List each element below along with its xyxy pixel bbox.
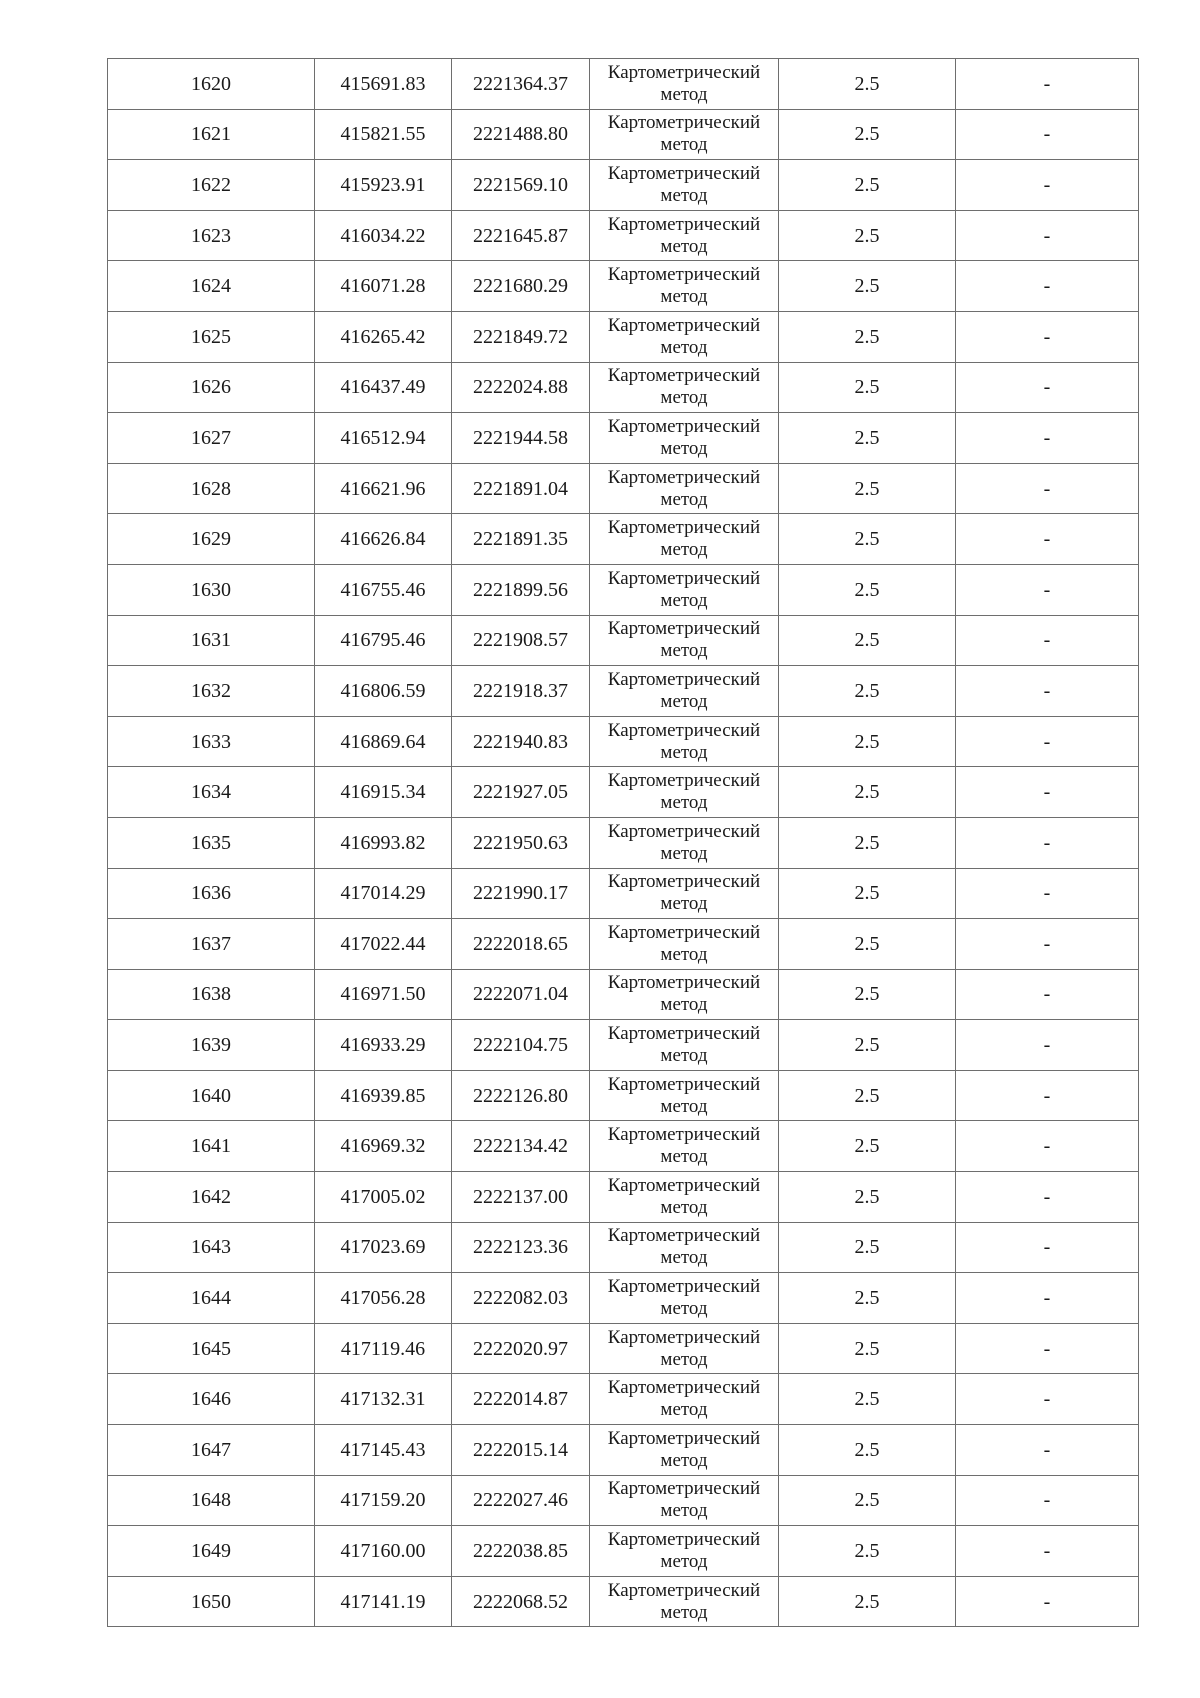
accuracy-cell: 2.5 [779,1425,956,1476]
y-coordinate-cell: 2222123.36 [452,1222,590,1273]
accuracy-cell: 2.5 [779,969,956,1020]
point-number-cell: 1624 [108,261,315,312]
y-coordinate-cell: 2221990.17 [452,868,590,919]
x-coordinate-cell: 416626.84 [315,514,452,565]
point-number-cell: 1621 [108,109,315,160]
point-number-cell: 1633 [108,716,315,767]
method-cell [590,1172,779,1223]
note-cell: - [956,615,1139,666]
table-row [108,919,1139,970]
note-cell: - [956,868,1139,919]
point-number-cell: 1622 [108,160,315,211]
point-number-cell: 1638 [108,969,315,1020]
method-label-line2: метод [660,690,708,712]
method-label-line2: метод [660,842,708,864]
method-label-line1: Картометрический [607,1225,761,1247]
y-coordinate-cell: 2221569.10 [452,160,590,211]
point-number-cell: 1625 [108,311,315,362]
accuracy-cell: 2.5 [779,1222,956,1273]
x-coordinate-cell: 416933.29 [315,1020,452,1071]
x-coordinate-cell: 417132.31 [315,1374,452,1425]
x-coordinate-cell: 416795.46 [315,615,452,666]
x-coordinate-cell: 416969.32 [315,1121,452,1172]
table-row [108,1374,1139,1425]
accuracy-cell: 2.5 [779,1020,956,1071]
accuracy-cell: 2.5 [779,160,956,211]
note-cell: - [956,109,1139,160]
method-label-line1: Картометрический [607,820,761,842]
table-row [108,109,1139,160]
x-coordinate-cell: 416265.42 [315,311,452,362]
x-coordinate-cell: 416971.50 [315,969,452,1020]
x-coordinate-cell: 416755.46 [315,564,452,615]
note-cell: - [956,919,1139,970]
x-coordinate-cell: 416869.64 [315,716,452,767]
method-label-line2: метод [660,1399,708,1421]
table-row [108,59,1139,110]
method-label-line1: Картометрический [607,314,761,336]
method-label-line1: Картометрический [607,719,761,741]
accuracy-cell: 2.5 [779,413,956,464]
y-coordinate-cell: 2221918.37 [452,666,590,717]
x-coordinate-cell: 417022.44 [315,919,452,970]
note-cell: - [956,969,1139,1020]
accuracy-cell: 2.5 [779,615,956,666]
x-coordinate-cell: 416071.28 [315,261,452,312]
method-label-line1: Картометрический [607,871,761,893]
point-number-cell: 1643 [108,1222,315,1273]
method-label-line1: Картометрический [607,61,761,83]
y-coordinate-cell: 2221891.04 [452,463,590,514]
method-label-line1: Картометрический [607,770,761,792]
method-label-line2: метод [660,1146,708,1168]
y-coordinate-cell: 2222082.03 [452,1273,590,1324]
x-coordinate-cell: 417005.02 [315,1172,452,1223]
point-number-cell: 1648 [108,1475,315,1526]
accuracy-cell: 2.5 [779,1273,956,1324]
method-cell [590,362,779,413]
table-row [108,767,1139,818]
note-cell: - [956,210,1139,261]
x-coordinate-cell: 417141.19 [315,1576,452,1627]
method-label-line1: Картометрический [607,668,761,690]
accuracy-cell: 2.5 [779,311,956,362]
y-coordinate-cell: 2221488.80 [452,109,590,160]
method-label-line1: Картометрический [607,1326,761,1348]
y-coordinate-cell: 2222020.97 [452,1323,590,1374]
y-coordinate-cell: 2222126.80 [452,1070,590,1121]
table-row [108,1526,1139,1577]
table-row [108,969,1139,1020]
method-label-line1: Картометрический [607,1529,761,1551]
point-number-cell: 1637 [108,919,315,970]
y-coordinate-cell: 2222071.04 [452,969,590,1020]
method-cell [590,1222,779,1273]
note-cell: - [956,817,1139,868]
method-label-line1: Картометрический [607,1427,761,1449]
accuracy-cell: 2.5 [779,261,956,312]
point-number-cell: 1649 [108,1526,315,1577]
point-number-cell: 1626 [108,362,315,413]
point-number-cell: 1634 [108,767,315,818]
table-row [108,261,1139,312]
coordinates-table-body [108,59,1139,1627]
note-cell: - [956,160,1139,211]
note-cell: - [956,1526,1139,1577]
note-cell: - [956,413,1139,464]
table-row [108,463,1139,514]
method-cell [590,109,779,160]
note-cell: - [956,1172,1139,1223]
accuracy-cell: 2.5 [779,817,956,868]
table-row [108,716,1139,767]
point-number-cell: 1623 [108,210,315,261]
note-cell: - [956,1070,1139,1121]
accuracy-cell: 2.5 [779,1374,956,1425]
method-cell [590,969,779,1020]
method-label-line2: метод [660,1247,708,1269]
method-label-line2: метод [660,994,708,1016]
x-coordinate-cell: 415691.83 [315,59,452,110]
x-coordinate-cell: 416915.34 [315,767,452,818]
method-cell [590,1576,779,1627]
y-coordinate-cell: 2221908.57 [452,615,590,666]
note-cell: - [956,1020,1139,1071]
table-row [108,1020,1139,1071]
note-cell: - [956,564,1139,615]
point-number-cell: 1629 [108,514,315,565]
y-coordinate-cell: 2222068.52 [452,1576,590,1627]
method-label-line1: Картометрический [607,1073,761,1095]
method-cell [590,463,779,514]
method-label-line1: Картометрический [607,264,761,286]
accuracy-cell: 2.5 [779,59,956,110]
method-cell [590,1323,779,1374]
accuracy-cell: 2.5 [779,210,956,261]
note-cell: - [956,463,1139,514]
note-cell: - [956,311,1139,362]
note-cell: - [956,514,1139,565]
x-coordinate-cell: 416512.94 [315,413,452,464]
method-label-line1: Картометрический [607,1377,761,1399]
note-cell: - [956,1576,1139,1627]
method-label-line2: метод [660,1348,708,1370]
y-coordinate-cell: 2222018.65 [452,919,590,970]
y-coordinate-cell: 2222027.46 [452,1475,590,1526]
method-cell [590,210,779,261]
coordinates-table [107,58,1139,1627]
method-label-line2: метод [660,943,708,965]
method-label-line1: Картометрический [607,517,761,539]
accuracy-cell: 2.5 [779,1172,956,1223]
y-coordinate-cell: 2221849.72 [452,311,590,362]
point-number-cell: 1642 [108,1172,315,1223]
point-number-cell: 1632 [108,666,315,717]
note-cell: - [956,1323,1139,1374]
method-cell [590,1121,779,1172]
point-number-cell: 1620 [108,59,315,110]
method-label-line2: метод [660,387,708,409]
note-cell: - [956,59,1139,110]
y-coordinate-cell: 2221950.63 [452,817,590,868]
x-coordinate-cell: 416437.49 [315,362,452,413]
method-label-line1: Картометрический [607,213,761,235]
accuracy-cell: 2.5 [779,1323,956,1374]
table-row [108,413,1139,464]
method-cell [590,261,779,312]
y-coordinate-cell: 2221680.29 [452,261,590,312]
y-coordinate-cell: 2221645.87 [452,210,590,261]
x-coordinate-cell: 417159.20 [315,1475,452,1526]
method-label-line2: метод [660,640,708,662]
y-coordinate-cell: 2222024.88 [452,362,590,413]
accuracy-cell: 2.5 [779,463,956,514]
method-label-line1: Картометрический [607,618,761,640]
method-label-line1: Картометрический [607,466,761,488]
table-row [108,1323,1139,1374]
point-number-cell: 1631 [108,615,315,666]
method-label-line1: Картометрический [607,415,761,437]
x-coordinate-cell: 416939.85 [315,1070,452,1121]
method-label-line2: метод [660,741,708,763]
method-cell [590,413,779,464]
method-cell [590,817,779,868]
method-label-line2: метод [660,1500,708,1522]
note-cell: - [956,666,1139,717]
note-cell: - [956,1121,1139,1172]
y-coordinate-cell: 2222134.42 [452,1121,590,1172]
accuracy-cell: 2.5 [779,514,956,565]
y-coordinate-cell: 2221927.05 [452,767,590,818]
method-cell [590,1273,779,1324]
point-number-cell: 1639 [108,1020,315,1071]
table-row [108,311,1139,362]
table-row [108,514,1139,565]
table-row [108,1070,1139,1121]
table-row [108,817,1139,868]
method-cell [590,919,779,970]
accuracy-cell: 2.5 [779,1526,956,1577]
table-row [108,1273,1139,1324]
method-label-line2: метод [660,1551,708,1573]
accuracy-cell: 2.5 [779,716,956,767]
method-cell [590,1526,779,1577]
y-coordinate-cell: 2222104.75 [452,1020,590,1071]
note-cell: - [956,362,1139,413]
accuracy-cell: 2.5 [779,767,956,818]
table-row [108,210,1139,261]
y-coordinate-cell: 2221944.58 [452,413,590,464]
method-label-line2: метод [660,539,708,561]
method-label-line2: метод [660,1298,708,1320]
point-number-cell: 1635 [108,817,315,868]
note-cell: - [956,767,1139,818]
point-number-cell: 1646 [108,1374,315,1425]
x-coordinate-cell: 416034.22 [315,210,452,261]
method-cell [590,514,779,565]
method-label-line2: метод [660,134,708,156]
x-coordinate-cell: 415923.91 [315,160,452,211]
method-label-line1: Картометрический [607,1276,761,1298]
accuracy-cell: 2.5 [779,109,956,160]
method-label-line1: Картометрический [607,1124,761,1146]
table-row [108,362,1139,413]
x-coordinate-cell: 416806.59 [315,666,452,717]
accuracy-cell: 2.5 [779,1475,956,1526]
x-coordinate-cell: 417023.69 [315,1222,452,1273]
method-label-line1: Картометрический [607,567,761,589]
method-cell [590,868,779,919]
x-coordinate-cell: 416621.96 [315,463,452,514]
method-label-line2: метод [660,184,708,206]
method-cell [590,564,779,615]
y-coordinate-cell: 2222014.87 [452,1374,590,1425]
method-label-line2: метод [660,235,708,257]
y-coordinate-cell: 2221940.83 [452,716,590,767]
table-row [108,615,1139,666]
method-cell [590,59,779,110]
table-row [108,868,1139,919]
method-label-line2: метод [660,589,708,611]
method-label-line2: метод [660,336,708,358]
method-label-line1: Картометрический [607,921,761,943]
point-number-cell: 1647 [108,1425,315,1476]
accuracy-cell: 2.5 [779,666,956,717]
method-label-line1: Картометрический [607,972,761,994]
method-cell [590,615,779,666]
method-cell [590,160,779,211]
point-number-cell: 1636 [108,868,315,919]
x-coordinate-cell: 417160.00 [315,1526,452,1577]
method-cell [590,716,779,767]
method-label-line2: метод [660,1045,708,1067]
method-cell [590,311,779,362]
x-coordinate-cell: 417056.28 [315,1273,452,1324]
note-cell: - [956,1273,1139,1324]
accuracy-cell: 2.5 [779,919,956,970]
note-cell: - [956,1425,1139,1476]
accuracy-cell: 2.5 [779,362,956,413]
y-coordinate-cell: 2222038.85 [452,1526,590,1577]
method-label-line2: метод [660,792,708,814]
x-coordinate-cell: 417014.29 [315,868,452,919]
method-label-line2: метод [660,286,708,308]
method-label-line2: метод [660,893,708,915]
point-number-cell: 1644 [108,1273,315,1324]
method-label-line1: Картометрический [607,1174,761,1196]
accuracy-cell: 2.5 [779,1121,956,1172]
note-cell: - [956,1475,1139,1526]
method-cell [590,1070,779,1121]
method-label-line1: Картометрический [607,1478,761,1500]
point-number-cell: 1627 [108,413,315,464]
note-cell: - [956,1374,1139,1425]
y-coordinate-cell: 2222015.14 [452,1425,590,1476]
method-label-line2: метод [660,1601,708,1623]
point-number-cell: 1645 [108,1323,315,1374]
note-cell: - [956,261,1139,312]
method-label-line2: метод [660,1449,708,1471]
table-row [108,666,1139,717]
note-cell: - [956,716,1139,767]
method-cell [590,1475,779,1526]
y-coordinate-cell: 2221364.37 [452,59,590,110]
accuracy-cell: 2.5 [779,1070,956,1121]
x-coordinate-cell: 415821.55 [315,109,452,160]
method-label-line1: Картометрический [607,1023,761,1045]
method-label-line2: метод [660,437,708,459]
note-cell: - [956,1222,1139,1273]
method-label-line1: Картометрический [607,365,761,387]
point-number-cell: 1630 [108,564,315,615]
method-cell [590,1020,779,1071]
method-label-line1: Картометрический [607,1579,761,1601]
point-number-cell: 1640 [108,1070,315,1121]
method-label-line2: метод [660,1196,708,1218]
x-coordinate-cell: 416993.82 [315,817,452,868]
method-cell [590,767,779,818]
y-coordinate-cell: 2222137.00 [452,1172,590,1223]
table-row [108,564,1139,615]
table-row [108,1172,1139,1223]
point-number-cell: 1628 [108,463,315,514]
accuracy-cell: 2.5 [779,564,956,615]
method-label-line2: метод [660,488,708,510]
method-label-line1: Картометрический [607,162,761,184]
accuracy-cell: 2.5 [779,868,956,919]
method-label-line2: метод [660,1095,708,1117]
point-number-cell: 1641 [108,1121,315,1172]
y-coordinate-cell: 2221899.56 [452,564,590,615]
method-cell [590,666,779,717]
table-row [108,1475,1139,1526]
method-cell [590,1374,779,1425]
point-number-cell: 1650 [108,1576,315,1627]
table-row [108,1425,1139,1476]
x-coordinate-cell: 417119.46 [315,1323,452,1374]
accuracy-cell: 2.5 [779,1576,956,1627]
table-row [108,160,1139,211]
method-cell [590,1425,779,1476]
method-label-line1: Картометрический [607,112,761,134]
method-label-line2: метод [660,83,708,105]
y-coordinate-cell: 2221891.35 [452,514,590,565]
table-row [108,1222,1139,1273]
x-coordinate-cell: 417145.43 [315,1425,452,1476]
table-row [108,1576,1139,1627]
table-row [108,1121,1139,1172]
